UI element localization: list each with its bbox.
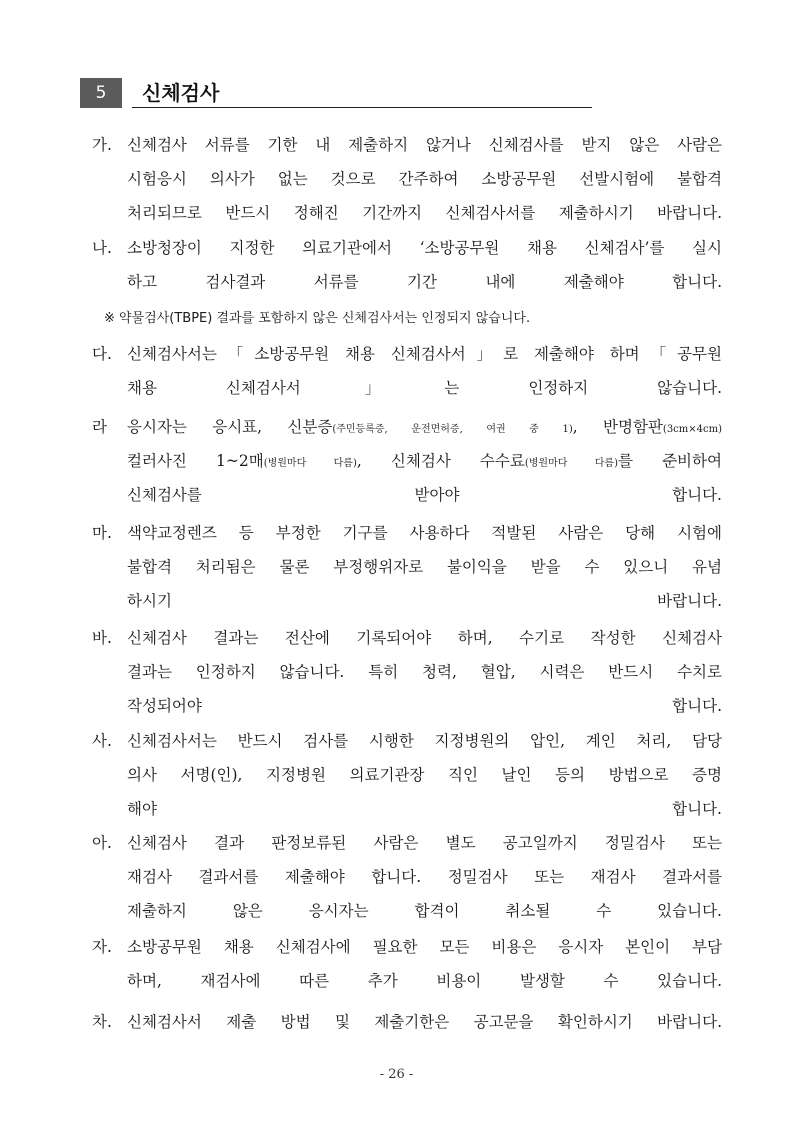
item-line: 색약교정렌즈 등 부정한 기구를 사용하다 적발된 사람은 당해 시험에 (127, 524, 722, 542)
note-text: ※ 약물검사(TBPE) 결과를 포함하지 않은 신체검사서는 인정되지 않습니다. (104, 311, 531, 326)
item-line: 신체검사 서류를 기한 내 제출하지 않거나 신체검사를 받지 않은 사람은 (127, 136, 722, 154)
item-line: 신체검사를 받아야 합니다. (127, 486, 722, 504)
item-line: 하며, 재검사에 따른 추가 비용이 발생할 수 있습니다. (127, 972, 722, 990)
text-note: (3cm×4cm) (662, 424, 722, 435)
item-line (127, 444, 722, 478)
list-item (92, 516, 722, 618)
item-marker: 가. (92, 136, 112, 154)
item-line: 신체검사서는「소방공무원 채용 신체검사서」로 제출해야 하며「공무원 (127, 345, 722, 363)
item-line: 신체검사서 제출 방법 및 제출기한은 공고문을 확인하시기 바랍니다. (127, 1013, 722, 1031)
section-divider (132, 107, 592, 108)
item-line: 불합격 처리됨은 물론 부정행위자로 불이익을 받을 수 있으니 유념 (127, 558, 722, 576)
text-segment: , 반명함판 (572, 418, 663, 436)
item-marker: 자. (92, 938, 112, 956)
item-line: 재검사 결과서를 제출해야 합니다. 정밀검사 또는 재검사 결과서를 (127, 868, 722, 886)
item-marker: 라 (92, 418, 107, 436)
item-line: 신체검사 결과 판정보류된 사람은 별도 공고일까지 정밀검사 또는 (127, 834, 722, 852)
list-item (92, 231, 722, 299)
list-item (92, 128, 722, 230)
page-number: - 26 - (379, 1067, 414, 1082)
list-item (92, 410, 722, 512)
section-header (80, 78, 592, 108)
text-note: (병원마다 다름) (524, 458, 618, 469)
item-marker: 아. (92, 834, 112, 852)
list-item (92, 1005, 722, 1039)
item-marker: 나. (92, 239, 112, 257)
item-line: 시험응시 의사가 없는 것으로 간주하여 소방공무원 선발시험에 불합격 (127, 170, 722, 188)
section-title: 신체검사 (142, 81, 220, 105)
list-item (92, 337, 722, 405)
section-number: 5 (80, 78, 122, 108)
text-segment: 응시자는 응시표, 신분증 (127, 418, 333, 436)
item-line: 작성되어야 합니다. (127, 697, 722, 715)
item-marker: 사. (92, 732, 112, 750)
text-segment: , 신체검사 수수료 (356, 452, 525, 470)
item-marker: 바. (92, 629, 112, 647)
text-segment: 컬러사진 1~2매 (127, 452, 264, 470)
item-line: 처리되므로 반드시 정해진 기간까지 신체검사서를 제출하시기 바랍니다. (127, 204, 722, 222)
item-marker: 차. (92, 1013, 112, 1031)
item-marker: 다. (92, 345, 112, 363)
item-line: 하시기 바랍니다. (127, 592, 722, 610)
item-line: 하고 검사결과 서류를 기간 내에 제출해야 합니다. (127, 273, 722, 291)
item-line: 소방청장이 지정한 의료기관에서 ‘소방공무원 채용 신체검사’를 실시 (127, 239, 722, 257)
item-line: 소방공무원 채용 신체검사에 필요한 모든 비용은 응시자 본인이 부담 (127, 938, 722, 956)
list-item (92, 826, 722, 928)
item-marker: 마. (92, 524, 112, 542)
list-item (92, 724, 722, 826)
item-line: 제출하지 않은 응시자는 합격이 취소될 수 있습니다. (127, 902, 722, 920)
item-line: 해야 합니다. (127, 800, 722, 818)
item-line: 의사 서명(인), 지정병원 의료기관장 직인 날인 등의 방법으로 증명 (127, 766, 722, 784)
item-line: 신체검사서는 반드시 검사를 시행한 지정병원의 압인, 계인 처리, 담당 (127, 732, 722, 750)
text-note: (주민등록증, 운전면허증, 여권 중 1) (332, 424, 573, 435)
text-note: (병원마다 다름) (263, 458, 357, 469)
item-line: 신체검사 결과는 전산에 기록되어야 하며, 수기로 작성한 신체검사 (127, 629, 722, 647)
text-segment: 를 준비하여 (617, 452, 722, 470)
list-item (92, 621, 722, 723)
item-line: 채용 신체검사서」는 인정하지 않습니다. (127, 379, 722, 397)
list-item (92, 930, 722, 998)
item-line (127, 410, 722, 444)
item-line: 결과는 인정하지 않습니다. 특히 청력, 혈압, 시력은 반드시 수치로 (127, 663, 722, 681)
